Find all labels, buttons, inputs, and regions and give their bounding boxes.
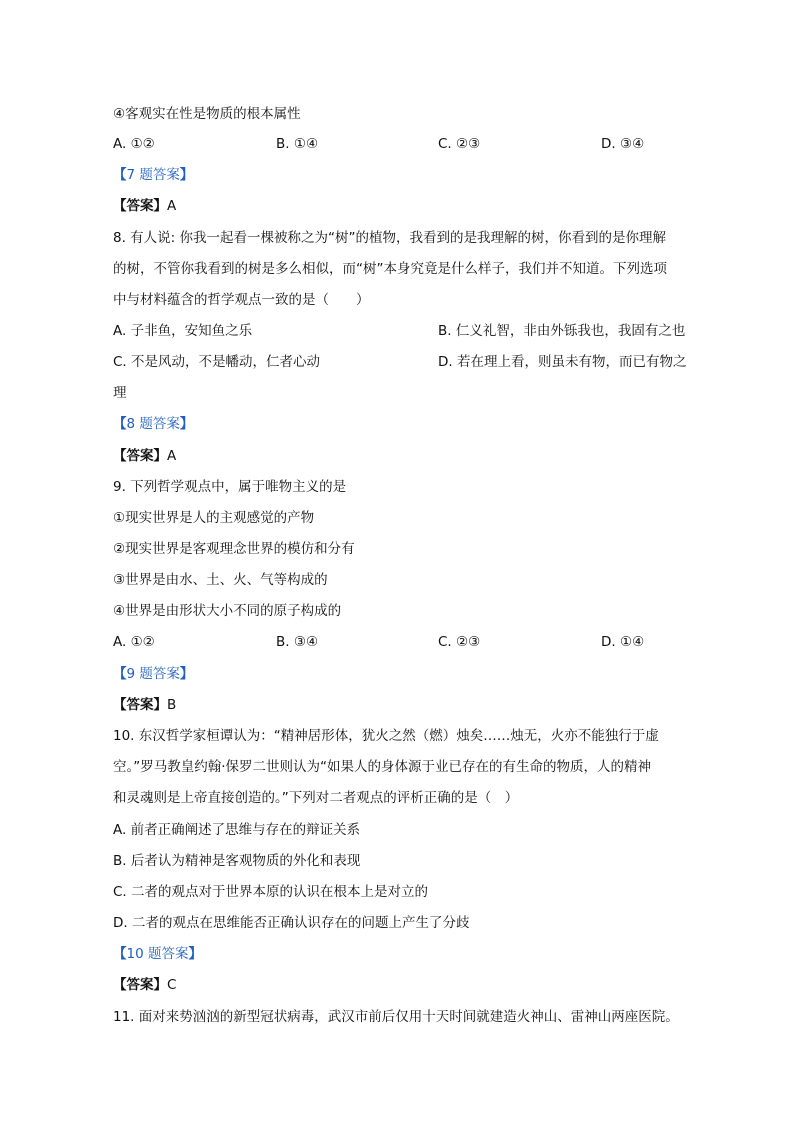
q8-option-d-continued: 理 [113,385,127,401]
q10-stem-line-2: 空。”罗马教皇约翰·保罗二世则认为“如果人的身体源于业已存在的有生命的物质，人的精神 [113,759,652,775]
q8-answer [113,446,176,466]
q9-answer-header: 【9 题答案】 [113,666,194,682]
q9-item-4: ④世界是由形状大小不同的原子构成的 [113,603,342,619]
q9-item-1: ①现实世界是人的主观感觉的产物 [113,510,315,526]
answer-label: 【答案】 [113,697,167,713]
q8-stem-line-2: 的树，不管你我看到的树是多么相似，而“树”本身究竟是什么样子，我们并不知道。下列选项 [113,261,667,277]
q10-option-b: B. 后者认为精神是客观物质的外化和表现 [113,853,361,869]
q10-answer [113,975,176,995]
q9-option-a: A. ①② [113,634,155,650]
q9-answer [113,695,176,715]
q11-stem: 11. 面对来势汹汹的新型冠状病毒，武汉市前后仅用十天时间就建造火神山、雷神山两座医院。 [113,1009,679,1025]
answer-value: A [167,198,177,214]
q9-stem: 9. 下列哲学观点中，属于唯物主义的是 [113,479,347,495]
q10-answer-header: 【10 题答案】 [113,946,202,962]
q7-option-a: A. ①② [113,136,155,152]
q9-option-b: B. ③④ [276,634,319,650]
q8-option-a: A. 子非鱼，安知鱼之乐 [113,323,253,339]
q8-stem-line-1: 8. 有人说: 你我一起看一棵被称之为“树”的植物，我看到的是我理解的树，你看到的是你理解 [113,230,666,246]
q8-option-c: C. 不是风动，不是幡动，仁者心动 [113,354,321,370]
q9-option-c: C. ②③ [438,634,481,650]
answer-label: 【答案】 [113,448,167,464]
q10-option-a: A. 前者正确阐述了思维与存在的辩证关系 [113,822,361,838]
q9-option-d: D. ①④ [601,634,645,650]
q7-answer [113,196,176,216]
q10-option-c: C. 二者的观点对于世界本原的认识在根本上是对立的 [113,884,429,900]
answer-value: A [167,448,177,464]
answer-label: 【答案】 [113,977,167,993]
q9-item-3: ③世界是由水、土、火、气等构成的 [113,572,328,588]
q10-option-d: D. 二者的观点在思维能否正确认识存在的问题上产生了分歧 [113,915,470,931]
q7-option-c: C. ②③ [438,136,481,152]
q7-option-b: B. ①④ [276,136,319,152]
answer-label: 【答案】 [113,198,167,214]
q7-answer-header: 【7 题答案】 [113,167,194,183]
q9-item-2: ②现实世界是客观理念世界的模仿和分有 [113,541,355,557]
q10-stem-line-3: 和灵魂则是上帝直接创造的。”下列对二者观点的评析正确的是（ ） [113,790,519,806]
q10-stem-line-1: 10. 东汉哲学家桓谭认为：“精神居形体，犹火之然（燃）烛矣……烛无，火亦不能独行于虚 [113,728,659,744]
q8-option-b: B. 仁义礼智，非由外铄我也，我固有之也 [438,323,686,339]
answer-value: B [167,697,177,713]
q8-answer-header: 【8 题答案】 [113,416,194,432]
q8-option-d: D. 若在理上看，则虽未有物，而已有物之 [438,354,687,370]
q8-stem-line-3: 中与材料蕴含的哲学观点一致的是（ ） [113,292,370,308]
answer-value: C [167,977,177,993]
q7-item-4: ④客观实在性是物质的根本属性 [113,106,301,122]
q7-option-d: D. ③④ [601,136,645,152]
